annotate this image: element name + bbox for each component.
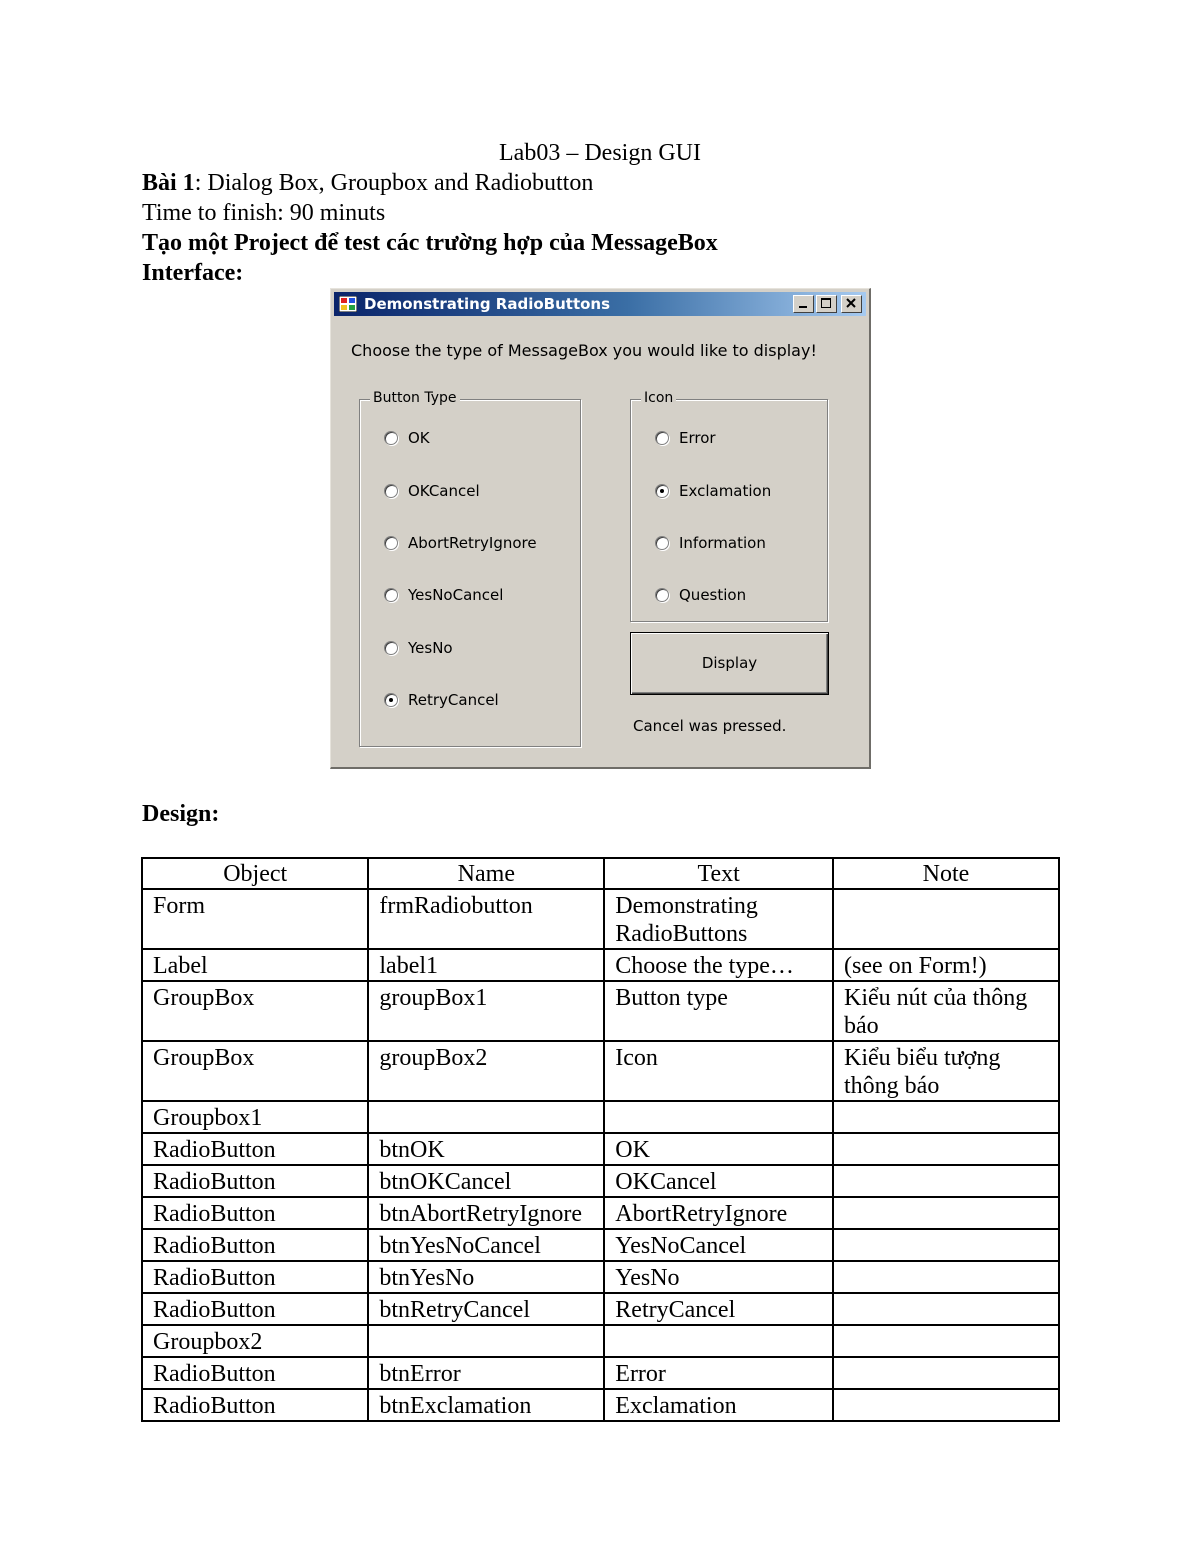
- cell-name: btnOK: [368, 1133, 604, 1165]
- radio-okcancel-label[interactable]: OKCancel: [408, 482, 480, 500]
- button-type-groupbox-title: Button Type: [370, 390, 460, 406]
- radio-abortretryignore-circle[interactable]: [384, 536, 398, 550]
- time-line: Time to finish: 90 minuts: [142, 200, 386, 226]
- cell-name: btnAbortRetryIgnore: [368, 1197, 604, 1229]
- cell-note: Kiểu biểu tượng thông báo: [833, 1041, 1059, 1101]
- cell-object: Form: [142, 889, 368, 949]
- cell-name: [368, 1325, 604, 1357]
- cell-text: OK: [604, 1133, 833, 1165]
- icon-groupbox-title: Icon: [641, 390, 676, 406]
- maximize-icon: [817, 296, 836, 312]
- interface-heading: Interface:: [142, 260, 244, 286]
- dialog-window: [330, 288, 871, 769]
- cell-text: AbortRetryIgnore: [604, 1197, 833, 1229]
- radio-question-label[interactable]: Question: [679, 586, 747, 604]
- table-row: [142, 1229, 1059, 1261]
- cell-text: YesNoCancel: [604, 1229, 833, 1261]
- radio-yesnocancel-circle[interactable]: [384, 588, 398, 602]
- cell-name: groupBox1: [368, 981, 604, 1041]
- design-heading: Design:: [142, 801, 220, 827]
- minimize-button[interactable]: [793, 295, 814, 313]
- cell-text: Demonstrating RadioButtons: [604, 889, 833, 949]
- table-row: [142, 1133, 1059, 1165]
- radio-information-label[interactable]: Information: [679, 534, 766, 552]
- design-table: [141, 857, 1060, 1422]
- cell-object: Groupbox1: [142, 1101, 368, 1133]
- radio-yesno-circle[interactable]: [384, 641, 398, 655]
- cell-text: Button type: [604, 981, 833, 1041]
- cell-name: label1: [368, 949, 604, 981]
- table-row: [142, 1293, 1059, 1325]
- radio-information-circle[interactable]: [655, 536, 669, 550]
- cell-note: [833, 1389, 1059, 1421]
- cell-name: btnYesNo: [368, 1261, 604, 1293]
- cell-note: Kiểu nút của thông báo: [833, 981, 1059, 1041]
- cell-note: [833, 1325, 1059, 1357]
- radio-error-circle[interactable]: [655, 431, 669, 445]
- radio-ok-label[interactable]: OK: [408, 429, 430, 447]
- table-row: [142, 1389, 1059, 1421]
- table-header-row: [142, 858, 1059, 889]
- cell-note: [833, 1293, 1059, 1325]
- cell-object: GroupBox: [142, 1041, 368, 1101]
- cell-text: Exclamation: [604, 1389, 833, 1421]
- radio-exclamation-circle[interactable]: [655, 484, 669, 498]
- title-bar: [334, 292, 866, 316]
- cell-note: [833, 889, 1059, 949]
- document-title: Lab03 – Design GUI: [499, 140, 701, 166]
- maximize-button[interactable]: [816, 295, 837, 313]
- header-object: Object: [142, 858, 368, 889]
- task-line: Tạo một Project để test các trường hợp của MessageBox: [142, 230, 718, 256]
- cell-object: RadioButton: [142, 1133, 368, 1165]
- radio-retrycancel-circle[interactable]: [384, 693, 398, 707]
- cell-text: OKCancel: [604, 1165, 833, 1197]
- cell-note: [833, 1133, 1059, 1165]
- close-button[interactable]: [841, 295, 862, 313]
- radio-retrycancel-label[interactable]: RetryCancel: [408, 691, 499, 709]
- cell-object: RadioButton: [142, 1229, 368, 1261]
- cell-text: Error: [604, 1357, 833, 1389]
- cell-note: [833, 1197, 1059, 1229]
- cell-text: RetryCancel: [604, 1293, 833, 1325]
- close-icon: [842, 296, 861, 312]
- radio-question-circle[interactable]: [655, 588, 669, 602]
- table-row: [142, 949, 1059, 981]
- cell-note: [833, 1229, 1059, 1261]
- cell-name: btnYesNoCancel: [368, 1229, 604, 1261]
- header-name: Name: [368, 858, 604, 889]
- header-text: Text: [604, 858, 833, 889]
- minimize-icon: [794, 296, 813, 312]
- table-row: [142, 1357, 1059, 1389]
- radio-abortretryignore-label[interactable]: AbortRetryIgnore: [408, 534, 537, 552]
- header-note: Note: [833, 858, 1059, 889]
- cell-name: btnRetryCancel: [368, 1293, 604, 1325]
- table-row: [142, 1165, 1059, 1197]
- radio-ok-circle[interactable]: [384, 431, 398, 445]
- cell-text: Icon: [604, 1041, 833, 1101]
- exercise-label: Bài 1: [142, 170, 195, 196]
- radio-yesnocancel-label[interactable]: YesNoCancel: [408, 586, 504, 604]
- cell-text: [604, 1101, 833, 1133]
- cell-object: RadioButton: [142, 1197, 368, 1229]
- table-row: [142, 1101, 1059, 1133]
- cell-text: [604, 1325, 833, 1357]
- cell-note: [833, 1357, 1059, 1389]
- window-title: Demonstrating RadioButtons: [364, 295, 611, 313]
- cell-note: [833, 1261, 1059, 1293]
- icon-groupbox: [630, 390, 828, 622]
- cell-name: btnOKCancel: [368, 1165, 604, 1197]
- table-row: [142, 1041, 1059, 1101]
- radio-exclamation-label[interactable]: Exclamation: [679, 482, 772, 500]
- cell-name: btnExclamation: [368, 1389, 604, 1421]
- cell-object: Groupbox2: [142, 1325, 368, 1357]
- cell-object: RadioButton: [142, 1261, 368, 1293]
- application-icon: [339, 296, 357, 312]
- cell-object: RadioButton: [142, 1389, 368, 1421]
- prompt-label: Choose the type of MessageBox you would like to display!: [351, 341, 817, 360]
- display-button[interactable]: Display: [630, 632, 829, 695]
- cell-note: [833, 1165, 1059, 1197]
- cell-name: frmRadiobutton: [368, 889, 604, 949]
- table-row: [142, 1325, 1059, 1357]
- cell-note: [833, 1101, 1059, 1133]
- status-label: Cancel was pressed.: [633, 717, 787, 735]
- cell-name: groupBox2: [368, 1041, 604, 1101]
- cell-object: RadioButton: [142, 1357, 368, 1389]
- cell-name: btnError: [368, 1357, 604, 1389]
- cell-name: [368, 1101, 604, 1133]
- cell-object: RadioButton: [142, 1165, 368, 1197]
- radio-error-label[interactable]: Error: [679, 429, 716, 447]
- exercise-line: [142, 170, 593, 197]
- cell-note: (see on Form!): [833, 949, 1059, 981]
- radio-okcancel-circle[interactable]: [384, 484, 398, 498]
- table-row: [142, 1197, 1059, 1229]
- cell-text: Choose the type…: [604, 949, 833, 981]
- exercise-text: : Dialog Box, Groupbox and Radiobutton: [194, 170, 594, 196]
- radio-yesno-label[interactable]: YesNo: [408, 639, 453, 657]
- table-row: [142, 981, 1059, 1041]
- cell-text: YesNo: [604, 1261, 833, 1293]
- button-type-groupbox: [359, 390, 581, 747]
- cell-object: Label: [142, 949, 368, 981]
- cell-object: RadioButton: [142, 1293, 368, 1325]
- table-row: [142, 1261, 1059, 1293]
- cell-object: GroupBox: [142, 981, 368, 1041]
- table-row: [142, 889, 1059, 949]
